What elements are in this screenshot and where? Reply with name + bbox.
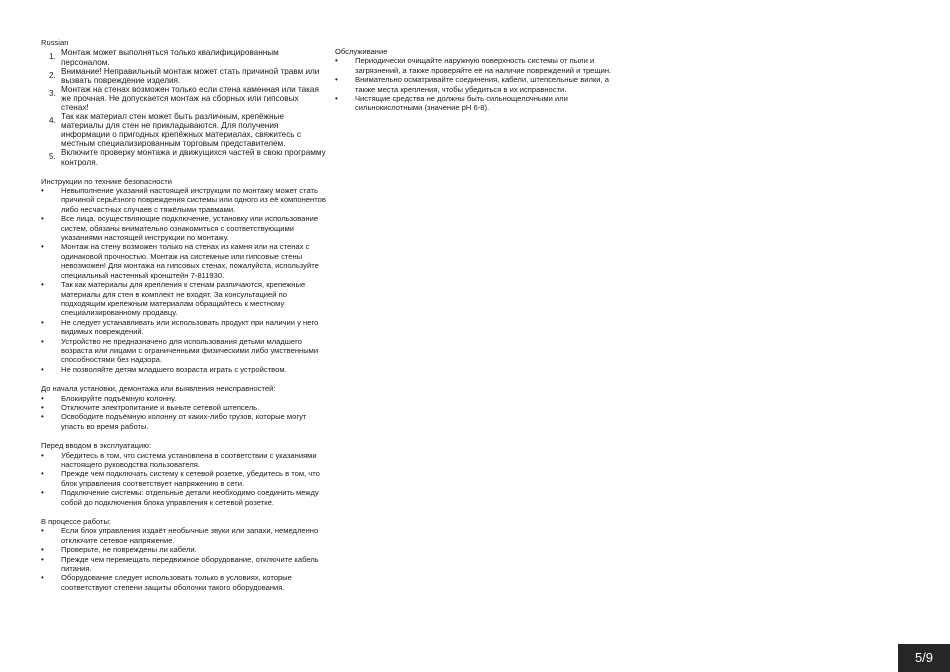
numbered-list xyxy=(41,48,326,166)
list-item: • Все лица, осуществляющие подключение, установку или использование систем, обязаны внимательно ознакомиться с соответствующими указаниями настоящей инструкции по монтажу. xyxy=(41,214,326,242)
item-number: 5. xyxy=(49,152,56,162)
list-item: • Прежде чем подключать систему к сетевой розетке, убедитесь в том, что блок управления соответствует напряжению в сети. xyxy=(41,469,326,488)
list-item: • Внимательно осматривайте соединения, кабели, штепсельные вилки, а также места крепления, чтобы убедиться в их исправности. xyxy=(335,75,625,94)
section-title: Инструкции по технике безопасности xyxy=(41,176,172,186)
item-number: 1. xyxy=(49,52,56,62)
list-item: • Невыполнение указаний настоящей инструкции по монтажу может стать причиной серьёзного повреждения системы или одного из её компонентов либо несчастных случаев с тяжёлыми травмами. xyxy=(41,186,326,214)
maintenance-list xyxy=(335,56,625,112)
section-title: До начала установки, демонтажа или выявления неисправностей: xyxy=(41,384,276,394)
list-item: • Монтаж на стену возможен только на стенах из камня или на стенах с одинаковой прочностью. Монтаж на системные или гипсовые стены невозможен! Для монтажа на гипсовых стенах, пожалуйста, используйте специальный настенный кронштейн 7-811930. xyxy=(41,242,326,280)
left-column xyxy=(41,38,326,592)
list-item: • Чистящие средства не должны быть сильнощелочными или сильнокислотными (значение pH 6-8). xyxy=(335,94,625,113)
list-item: • Проверьте, не повреждены ли кабели. xyxy=(41,545,326,554)
item-text: Монтаж на стенах возможен только если стена каменная или такая же прочная. Не допускается монтаж на сборных или гипсовых стенах! xyxy=(61,84,319,112)
bullet-list xyxy=(41,526,326,592)
list-item: • Если блок управления издаёт необычные звуки или запахи, немедленно отключите сетевое напряжение. xyxy=(41,526,326,545)
numbered-item xyxy=(41,112,326,148)
bullet-list xyxy=(41,186,326,374)
right-column xyxy=(335,47,625,113)
list-item: • Оборудование следует использовать только в условиях, которые соответствуют степени защиты оболочки такого оборудования. xyxy=(41,573,326,592)
item-number: 3. xyxy=(49,88,56,98)
numbered-item xyxy=(41,67,326,85)
language-label: Russian xyxy=(41,38,69,47)
section-title: Перед вводом в эксплуатацию: xyxy=(41,441,152,451)
section-title: В процессе работы: xyxy=(41,517,112,527)
bullet-list xyxy=(41,394,326,432)
list-item: • Не следует устанавливать или использовать продукт при наличии у него видимых повреждений. xyxy=(41,318,326,337)
list-item: • Подключение системы: отдельные детали необходимо соединить между собой до подключения блока управления к сетевой розетке. xyxy=(41,488,326,507)
list-item: • Так как материалы для крепления к стенам различаются, крепежные материалы для стен в комплект не входят. За консультацией по подходящим крепежным материалам обращайтесь к местному специализированному продавцу. xyxy=(41,280,326,318)
item-text: Монтаж может выполняться только квалифицированным персоналом. xyxy=(61,48,279,67)
page-number: 5/9 xyxy=(898,644,950,672)
item-text: Так как материал стен может быть различным, крепёжные материалы для стен не прикладываются. Для получения информации о пригодных крепёжных материалах, свяжитесь с местным специализированным торговым представителем. xyxy=(61,112,301,149)
list-item: • Освободите подъёмную колонну от каких-либо грузов, которые могут упасть во время работы. xyxy=(41,412,326,431)
numbered-item xyxy=(41,85,326,112)
before-installation-section xyxy=(41,384,326,431)
item-text: Внимание! Неправильный монтаж может стать причиной травм или вызвать повреждение изделия. xyxy=(61,66,320,85)
numbered-item xyxy=(41,48,326,66)
list-item: • Не позволяйте детям младшего возраста играть с устройством. xyxy=(41,365,326,374)
list-item: • Блокируйте подъёмную колонну. xyxy=(41,394,326,403)
list-item: • Убедитесь в том, что система установлена в соответствии с указаниями настоящего руководства пользователя. xyxy=(41,451,326,470)
list-item: • Прежде чем перемещать передвижное оборудование, отключите кабель питания. xyxy=(41,555,326,574)
maintenance-title: Обслуживание xyxy=(335,47,388,56)
operation-section xyxy=(41,517,326,592)
item-text: Включите проверку монтажа и движущихся частей в свою программу контроля. xyxy=(61,148,326,167)
list-item: • Периодически очищайте наружную поверхность системы от пыли и загрязнений, а также проверяйте её на наличие повреждений и трещин. xyxy=(335,56,625,75)
safety-section xyxy=(41,177,326,375)
numbered-item xyxy=(41,148,326,166)
bullet-list xyxy=(41,451,326,507)
item-number: 4. xyxy=(49,116,56,126)
item-number: 2. xyxy=(49,70,56,80)
list-item: • Устройство не предназначено для использования детьми младшего возраста или лицами с ограниченными физическими либо умственными способностями без надзора. xyxy=(41,337,326,365)
list-item: • Отключите электропитание и выньте сетевой штепсель. xyxy=(41,403,326,412)
commissioning-section xyxy=(41,441,326,507)
